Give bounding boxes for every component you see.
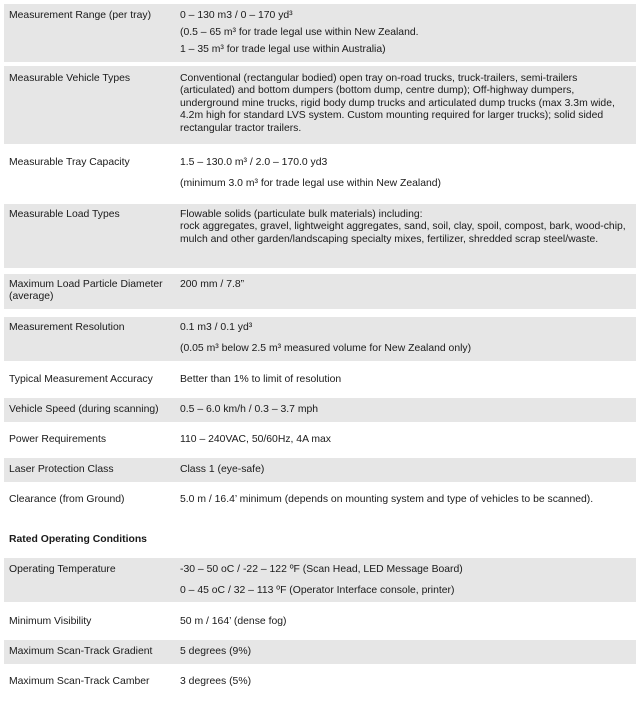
- spec-label: Measurable Vehicle Types: [9, 73, 131, 84]
- spec-value-line: rock aggregates, gravel, lightweight aggregates, sand, soil, clay, spoil, compost, bark, wood-chip, mulch and other garden/landscaping specialty mixes, fertilizer, shredded scrap steel/waste.: [180, 221, 626, 245]
- spec-label: Operating Temperature: [9, 564, 116, 575]
- spec-row-gradient: [4, 640, 636, 664]
- spec-row-vehicle-types: [4, 66, 636, 144]
- spec-value: 50 m / 164’ (dense fog): [180, 616, 287, 627]
- spec-row-vehicle-speed: [4, 398, 636, 422]
- spec-label: Clearance (from Ground): [9, 494, 125, 505]
- spec-label: Measurable Tray Capacity: [9, 157, 130, 168]
- spec-row-operating-temperature: [4, 558, 636, 602]
- spec-label: Minimum Visibility: [9, 616, 92, 627]
- spec-value-line: (minimum 3.0 m³ for trade legal use within New Zealand): [180, 178, 442, 190]
- spec-label: Measurement Resolution: [9, 322, 125, 333]
- spec-label: Vehicle Speed (during scanning): [9, 404, 159, 415]
- spec-row-visibility: [4, 610, 636, 634]
- spec-row-camber: [4, 670, 636, 694]
- spec-value: 3 degrees (5%): [180, 676, 252, 687]
- spec-value-line: 0.1 m3 / 0.1 yd³: [180, 322, 253, 333]
- spec-row-load-types: [4, 204, 636, 268]
- spec-value-line: Flowable solids (particulate bulk materials) including:: [180, 209, 423, 220]
- section-heading: Rated Operating Conditions: [9, 534, 147, 545]
- spec-label: Power Requirements: [9, 434, 107, 445]
- spec-value-line: (0.5 – 65 m³ for trade legal use within New Zealand.: [180, 26, 419, 38]
- spec-value: Class 1 (eye-safe): [180, 464, 265, 475]
- spec-value: [180, 322, 632, 356]
- spec-label: Measurable Load Types: [9, 209, 120, 220]
- spec-row-accuracy: [4, 368, 636, 392]
- spec-value-line: 0 – 45 oC / 32 – 113 ºF (Operator Interface console, printer): [180, 585, 455, 597]
- spec-value: 0.5 – 6.0 km/h / 0.3 – 3.7 mph: [180, 404, 319, 415]
- spec-label: Maximum Load Particle Diameter (average): [9, 279, 163, 303]
- spec-value-line: 1.5 – 130.0 m³ / 2.0 – 170.0 yd3: [180, 157, 328, 168]
- spec-row-tray-capacity: [4, 148, 636, 202]
- spec-value: 5 degrees (9%): [180, 646, 252, 657]
- spec-value: [180, 10, 632, 56]
- spec-row-measurement-range: [4, 4, 636, 62]
- spec-value: Conventional (rectangular bodied) open tray on-road trucks, truck-trailers, semi-trailers (articulated) and bottom dumpers (bottom dump, centre dump); Off-highway dumpers, underground mine trucks, rigid body dump trucks and articulated dump trucks (max 3.3m wide, 4.2m high for standard LVS system. Custom mounting required for larger trucks); solid sided rectangular tractor trailers.: [180, 73, 615, 134]
- spec-value: 110 – 240VAC, 50/60Hz, 4A max: [180, 434, 331, 445]
- spec-row-particle-diameter: [4, 274, 636, 309]
- spec-row-power: [4, 428, 636, 452]
- spec-label: Maximum Scan-Track Camber: [9, 676, 150, 687]
- spec-row-resolution: [4, 317, 636, 361]
- spec-value: [180, 209, 632, 246]
- spec-value-line: -30 – 50 oC / -22 – 122 ºF (Scan Head, LED Message Board): [180, 564, 463, 575]
- spec-value: [180, 157, 632, 191]
- spec-label: Laser Protection Class: [9, 464, 114, 475]
- spec-value: 200 mm / 7.8”: [180, 279, 245, 290]
- spec-label: Measurement Range (per tray): [9, 10, 152, 21]
- spec-value: [180, 564, 632, 598]
- spec-value: 5.0 m / 16.4’ minimum (depends on mounting system and type of vehicles to be scanned).: [180, 494, 594, 505]
- spec-value-line: (0.05 m³ below 2.5 m³ measured volume for New Zealand only): [180, 343, 472, 355]
- spec-row-laser-class: [4, 458, 636, 482]
- spec-row-clearance: [4, 488, 636, 512]
- spec-value-line: 1 – 35 m³ for trade legal use within Australia): [180, 43, 386, 55]
- spec-value-line: 0 – 130 m3 / 0 – 170 yd³: [180, 10, 293, 21]
- spec-value: Better than 1% to limit of resolution: [180, 374, 342, 385]
- spec-label: Maximum Scan-Track Gradient: [9, 646, 153, 657]
- spec-label: Typical Measurement Accuracy: [9, 374, 153, 385]
